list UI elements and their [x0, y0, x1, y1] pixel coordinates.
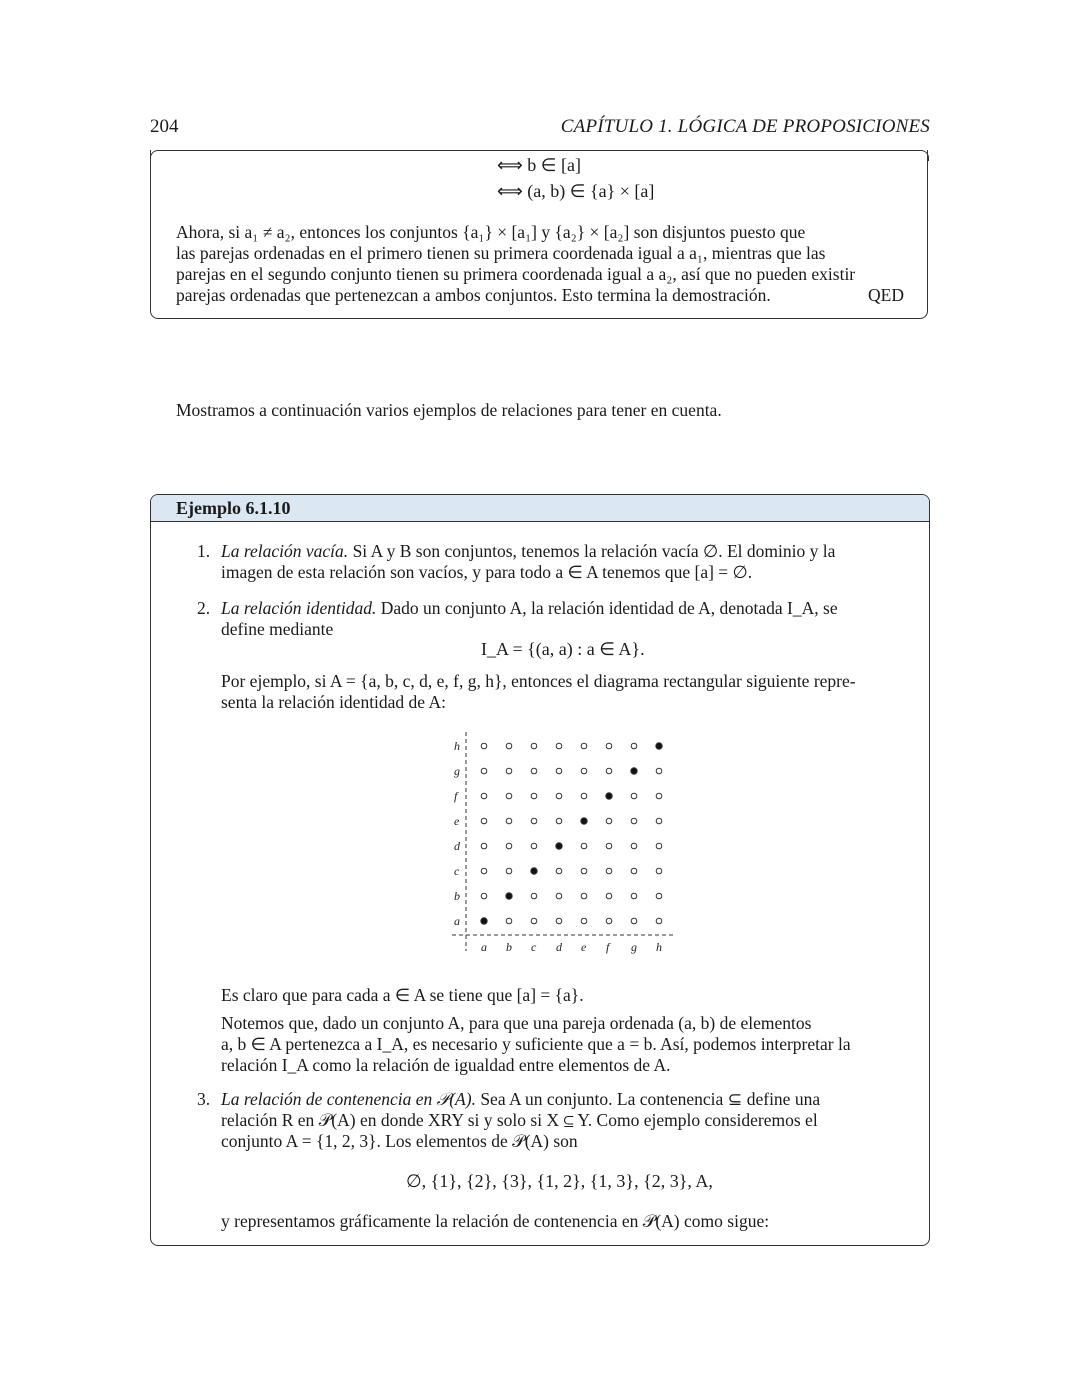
svg-text:a: a: [454, 914, 460, 928]
item-line: define mediante: [221, 619, 334, 639]
item-text: Sea A un conjunto. La contenencia ⊆ define una: [475, 1089, 821, 1109]
example-item-3: [197, 1089, 905, 1152]
powerset-closing: y representamos gráficamente la relación de contenencia en 𝒫(A) como sigue:: [221, 1211, 770, 1231]
proof-box: [150, 150, 928, 319]
item-line: senta la relación identidad de A:: [221, 692, 446, 712]
svg-text:a: a: [481, 940, 487, 954]
svg-text:e: e: [581, 940, 587, 954]
proof-line: las parejas ordenadas en el primero tienen su primera coordenada igual a a₁, mientras que las: [176, 243, 826, 263]
svg-text:c: c: [531, 940, 537, 954]
svg-text:d: d: [556, 940, 562, 954]
item-line: a, b ∈ A pertenezca a I_A, es necesario y suficiente que a = b. Así, podemos interpretar la: [221, 1034, 851, 1054]
svg-text:d: d: [454, 839, 460, 853]
item-number: 1.: [197, 541, 211, 561]
dot-grid: [448, 732, 678, 954]
example-title: Ejemplo 6.1.10: [151, 495, 929, 522]
identity-equation: I_A = {(a, a) : a ∈ A}.: [481, 639, 645, 659]
item-text: Si A y B son conjuntos, tenemos la relación vacía ∅. El dominio y la: [348, 541, 836, 561]
page-number: 204: [150, 116, 179, 137]
example-item-2: [197, 598, 905, 640]
item-line: imagen de esta relación son vacíos, y para todo a ∈ A tenemos que [a] = ∅.: [221, 562, 753, 582]
svg-text:e: e: [454, 814, 460, 828]
proof-line: parejas en el segundo conjunto tienen su primera coordenada igual a a₂, así que no pueden existir: [176, 264, 856, 284]
item-number: 2.: [197, 598, 211, 618]
item-line: [221, 1089, 905, 1110]
item-line: Por ejemplo, si A = {a, b, c, d, e, f, g, h}, entonces el diagrama rectangular siguiente repre-: [221, 671, 856, 691]
page-header: [150, 116, 930, 140]
svg-text:h: h: [454, 739, 460, 753]
item-term: La relación vacía.: [221, 541, 349, 561]
svg-text:g: g: [631, 940, 637, 954]
svg-text:f: f: [454, 789, 458, 803]
item-term: La relación identidad.: [221, 598, 377, 618]
proof-line-last: [176, 285, 904, 306]
equivalence-line-2: ⟺ (a, b) ∈ {a} × [a]: [497, 181, 655, 201]
svg-text:b: b: [506, 940, 512, 954]
svg-text:b: b: [454, 889, 460, 903]
item-line: conjunto A = {1, 2, 3}. Los elementos de 𝒫(A) son: [221, 1131, 578, 1151]
item-text: Dado un conjunto A, la relación identidad de A, denotada I_A, se: [376, 598, 838, 618]
svg-text:f: f: [606, 940, 610, 954]
svg-text:g: g: [454, 764, 460, 778]
item-line: Notemos que, dado un conjunto A, para que una pareja ordenada (a, b) de elementos: [221, 1013, 812, 1033]
item-line: [221, 541, 905, 562]
svg-text:h: h: [656, 940, 662, 954]
item-number: 3.: [197, 1089, 211, 1109]
proof-line: Ahora, si a₁ ≠ a₂, entonces los conjuntos {a₁} × [a₁] y {a₂} × [a₂] son disjuntos puesto que: [176, 222, 806, 242]
intro-text: Mostramos a continuación varios ejemplos de relaciones para tener en cuenta.: [176, 400, 722, 420]
proof-line: parejas ordenadas que pertenezcan a ambos conjuntos. Esto termina la demostración.: [176, 285, 771, 305]
item-line: relación I_A como la relación de igualdad entre elementos de A.: [221, 1055, 671, 1075]
equivalence-line-1: ⟺ b ∈ [a]: [497, 155, 581, 175]
item-line: [221, 598, 905, 619]
example-item-1: [197, 541, 905, 583]
identity-paragraph-3: [221, 1013, 905, 1076]
qed-mark: QED: [868, 285, 904, 305]
powerset-elements: ∅, {1}, {2}, {3}, {1, 2}, {1, 3}, {2, 3}, A,: [406, 1171, 713, 1191]
identity-paragraph-1: [221, 671, 905, 713]
item-line: relación R en 𝒫(A) en donde XRY si y solo si X ⊆ Y. Como ejemplo consideremos el: [221, 1110, 818, 1130]
identity-relation-diagram: [448, 732, 678, 954]
svg-text:c: c: [454, 864, 460, 878]
proof-paragraph: [176, 222, 904, 306]
running-title: CAPÍTULO 1. LÓGICA DE PROPOSICIONES: [560, 116, 930, 137]
item-term: La relación de contenencia en 𝒫(A).: [221, 1089, 476, 1109]
identity-paragraph-2: Es claro que para cada a ∈ A se tiene que [a] = {a}.: [221, 985, 584, 1005]
